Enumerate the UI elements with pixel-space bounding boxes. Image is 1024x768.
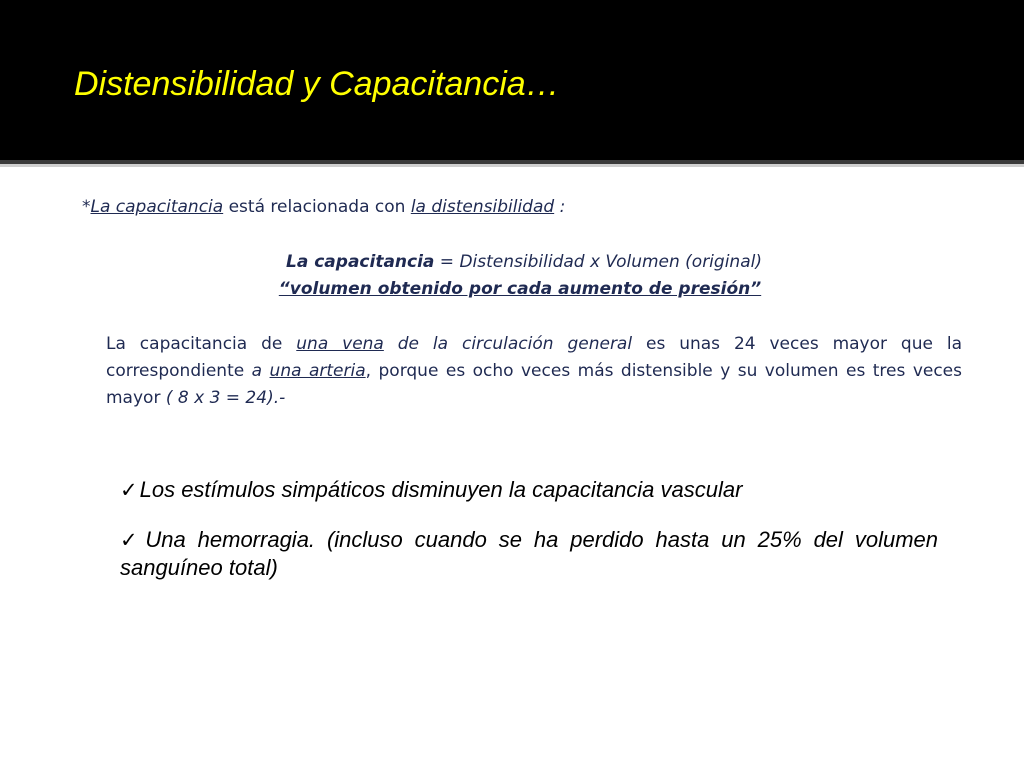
term-artery: una arteria	[269, 361, 366, 381]
definition-quote: “volumen obtenido por cada aumento de presión”	[278, 279, 762, 299]
intro-suffix: :	[554, 197, 566, 217]
bullet-item	[120, 526, 938, 582]
paragraph-space	[262, 361, 269, 381]
paragraph-part4: , porque es ocho veces más distensible y su volumen es tres veces mayor	[106, 361, 963, 408]
bullet-text: Una hemorragia. (incluso cuando se ha perdido hasta un 25% del volumen sanguíneo total)	[120, 527, 938, 580]
intro-prefix: *	[82, 197, 91, 217]
explanation-paragraph	[106, 331, 962, 412]
divider-light	[0, 164, 1024, 167]
term-vein: una vena	[296, 334, 384, 354]
slide-title: Distensibilidad y Capacitancia…	[74, 65, 560, 103]
paragraph-equation: ( 8 x 3 = 24).-	[165, 388, 286, 408]
check-icon: ✓	[120, 478, 138, 502]
bullet-text: Los estímulos simpáticos disminuyen la capacitancia vascular	[139, 477, 743, 502]
paragraph-part3: es unas 24 veces mayor que la correspondiente	[106, 334, 962, 381]
term-distensibility: la distensibilidad	[410, 197, 555, 217]
paragraph-part2: de la circulación general	[383, 334, 633, 354]
formula	[0, 249, 1024, 275]
term-capacitance: La capacitancia	[90, 197, 224, 217]
paragraph-part1: La capacitancia de	[106, 334, 297, 354]
bullet-list	[120, 476, 938, 604]
bullet-item	[120, 476, 938, 504]
paragraph-a: a	[251, 361, 263, 381]
intro-statement	[82, 194, 565, 220]
intro-connector: está relacionada con	[223, 197, 411, 217]
check-icon: ✓	[120, 528, 144, 552]
formula-term: La capacitancia	[286, 252, 435, 272]
formula-expression: = Distensibilidad x Volumen (original)	[434, 252, 762, 272]
